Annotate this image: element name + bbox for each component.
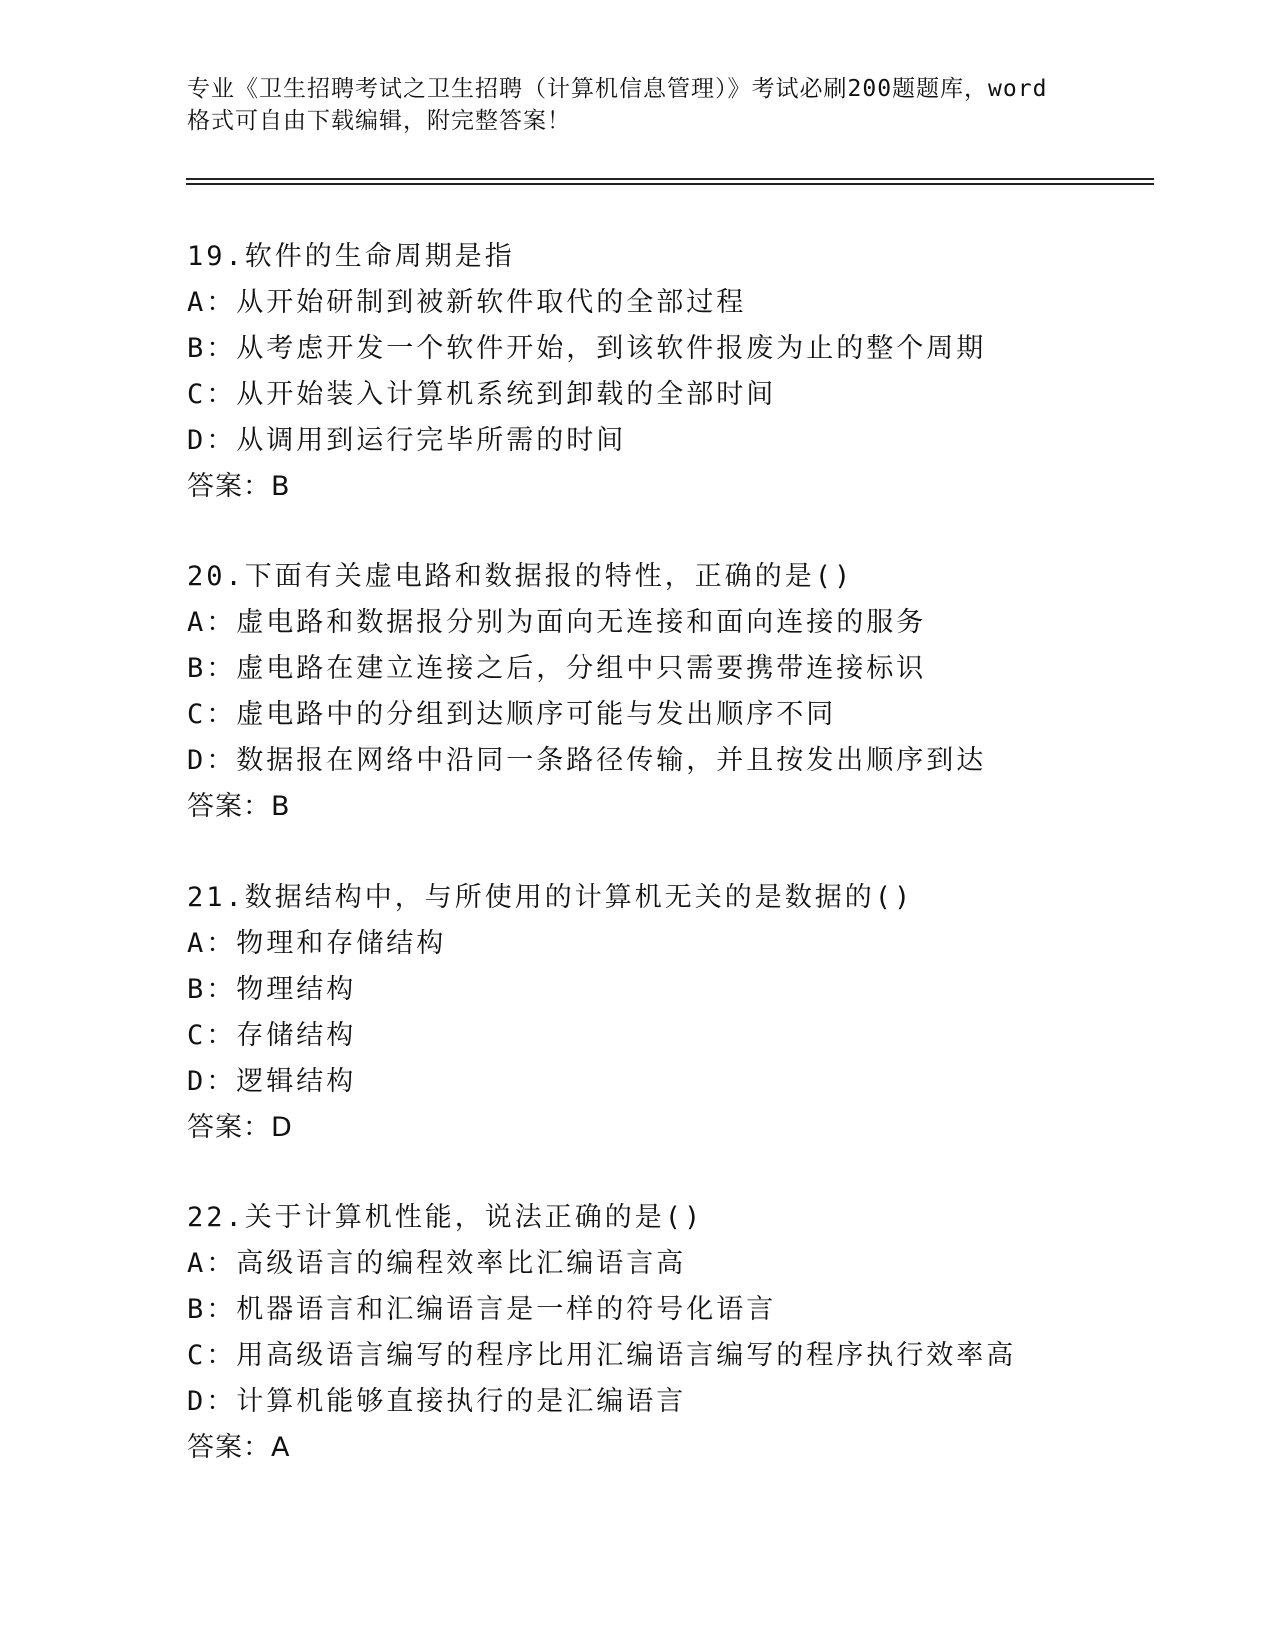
answer-line: 答案：B: [187, 471, 291, 502]
question-stem: 21.数据结构中，与所使用的计算机无关的是数据的(): [187, 882, 914, 913]
option-a: A：高级语言的编程效率比汇编语言高: [187, 1248, 687, 1279]
option-a: A：虚电路和数据报分别为面向无连接和面向连接的服务: [187, 607, 927, 638]
question-21: [187, 875, 1187, 1151]
header-divider-bottom: [186, 183, 1154, 185]
answer-line: 答案：A: [187, 1432, 291, 1463]
question-19: [187, 234, 1187, 510]
header-divider-top: [186, 178, 1154, 180]
answer-line: 答案：D: [187, 1112, 293, 1143]
question-22: [187, 1195, 1187, 1471]
option-d: D：逻辑结构: [187, 1066, 357, 1097]
option-a: A：物理和存储结构: [187, 928, 447, 959]
option-c: C：虚电路中的分组到达顺序可能与发出顺序不同: [187, 699, 837, 730]
answer-line: 答案：B: [187, 791, 291, 822]
question-stem: 19.软件的生命周期是指: [187, 241, 515, 272]
header-line-1: 专业《卫生招聘考试之卫生招聘（计算机信息管理）》考试必刷200题题库，word: [187, 76, 1048, 102]
option-b: B：机器语言和汇编语言是一样的符号化语言: [187, 1294, 777, 1325]
option-d: D：计算机能够直接执行的是汇编语言: [187, 1386, 687, 1417]
document-header: [187, 73, 1087, 137]
question-stem: 22.关于计算机性能，说法正确的是(): [187, 1202, 704, 1233]
option-a: A：从开始研制到被新软件取代的全部过程: [187, 287, 747, 318]
question-stem: 20.下面有关虚电路和数据报的特性，正确的是(): [187, 561, 854, 592]
option-b: B：物理结构: [187, 974, 357, 1005]
option-c: C：从开始装入计算机系统到卸载的全部时间: [187, 379, 777, 410]
option-c: C：用高级语言编写的程序比用汇编语言编写的程序执行效率高: [187, 1340, 1017, 1371]
option-b: B：从考虑开发一个软件开始，到该软件报废为止的整个周期: [187, 333, 987, 364]
header-line-2: 格式可自由下载编辑，附完整答案！: [187, 108, 571, 134]
option-d: D：从调用到运行完毕所需的时间: [187, 425, 627, 456]
option-c: C：存储结构: [187, 1020, 357, 1051]
option-b: B：虚电路在建立连接之后，分组中只需要携带连接标识: [187, 653, 927, 684]
option-d: D：数据报在网络中沿同一条路径传输，并且按发出顺序到达: [187, 745, 987, 776]
question-20: [187, 554, 1187, 830]
